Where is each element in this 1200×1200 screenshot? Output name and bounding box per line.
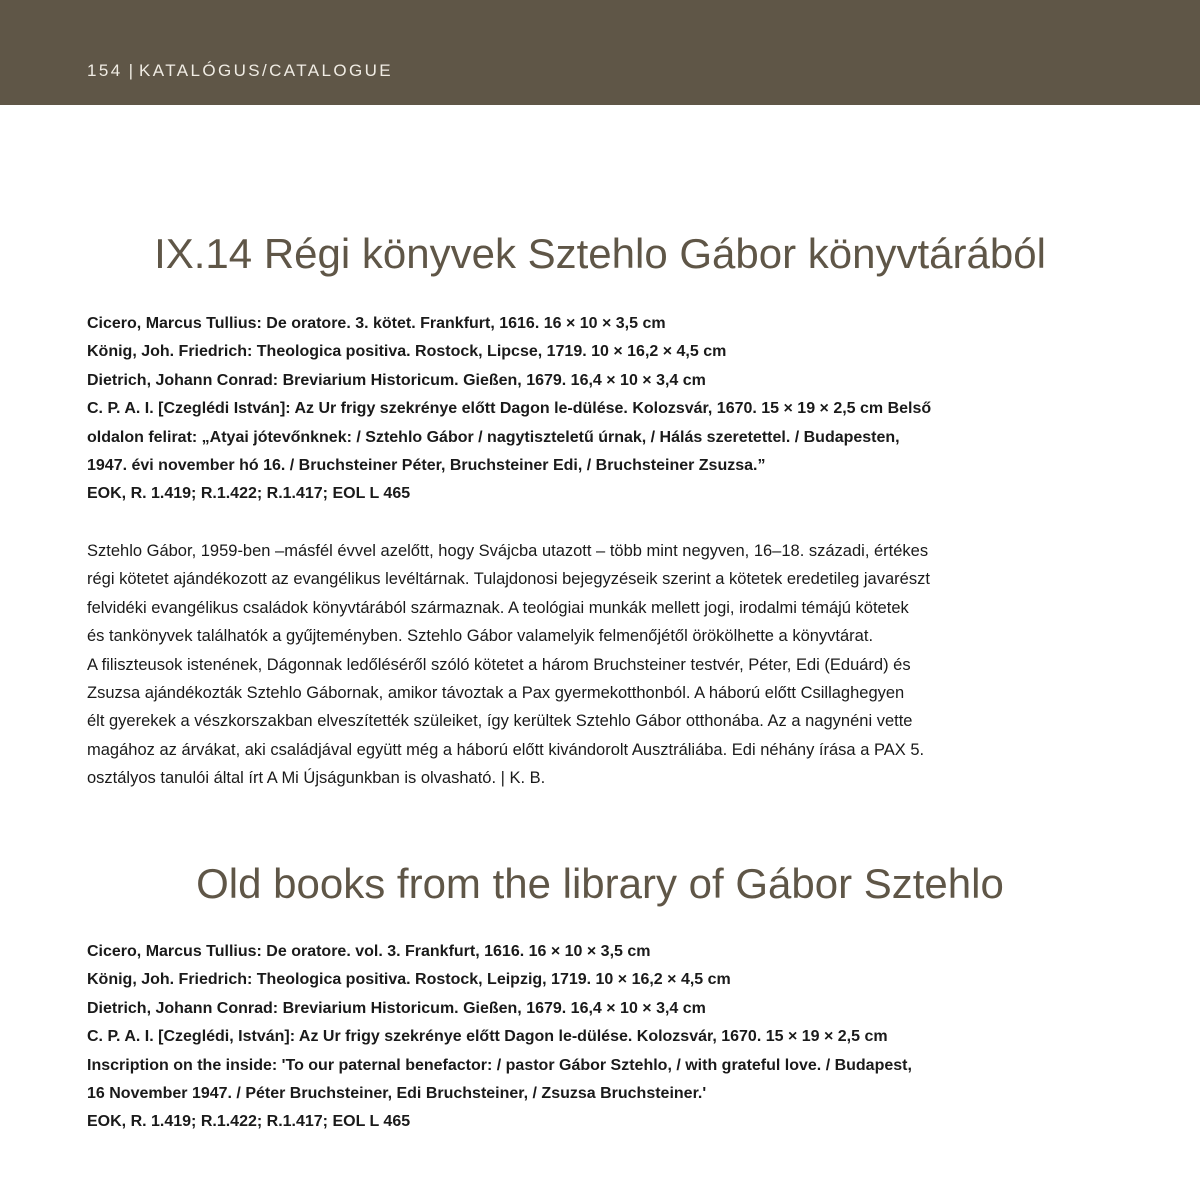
text-line: Zsuzsa ajándékozták Sztehlo Gábornak, amikor távoztak a Pax gyermekotthonból. A háború előtt Csillaghegyen xyxy=(87,683,905,702)
running-header xyxy=(87,61,393,81)
text-line: EOK, R. 1.419; R.1.422; R.1.417; EOL L 465 xyxy=(87,1113,411,1131)
text-line: Inscription on the inside: 'To our paternal benefactor: / pastor Gábor Sztehlo, / with grateful love. / Budapest, xyxy=(87,1056,912,1074)
text-line: Dietrich, Johann Conrad: Breviarium Historicum. Gießen, 1679. 16,4 × 10 × 3,4 cm xyxy=(87,999,706,1017)
text-line: Dietrich, Johann Conrad: Breviarium Historicum. Gießen, 1679. 16,4 × 10 × 3,4 cm xyxy=(87,371,706,389)
page-number: 154 xyxy=(87,61,123,80)
text-line: felvidéki evangélikus családok könyvtárából származnak. A teológiai munkák mellett jogi, irodalmi témájú kötetek xyxy=(87,598,909,617)
text-line: König, Joh. Friedrich: Theologica positiva. Rostock, Lipcse, 1719. 10 × 16,2 × 4,5 cm xyxy=(87,343,727,361)
text-line: König, Joh. Friedrich: Theologica positiva. Rostock, Leipzig, 1719. 10 × 16,2 × 4,5 cm xyxy=(87,971,731,989)
text-line: osztályos tanulói által írt A Mi Újságunkban is olvasható. | K. B. xyxy=(87,769,546,788)
text-line: és tankönyvek találhatók a gyűjteményben. Sztehlo Gábor valamelyik felmenőjétől örökölhette a könyvtárat. xyxy=(87,627,874,646)
text-line: Cicero, Marcus Tullius: De oratore. 3. kötet. Frankfurt, 1616. 16 × 10 × 3,5 cm xyxy=(87,315,666,332)
text-line: 16 November 1947. / Péter Bruchsteiner, Edi Bruchsteiner, / Zsuzsa Bruchsteiner.' xyxy=(87,1084,707,1102)
text-line: élt gyerekek a vészkorszakban elveszítették szüleiket, így kerültek Sztehlo Gábor otthonába. Az a nagynéni vette xyxy=(87,712,913,731)
text-line: magához az árvákat, aki családjával együtt még a háború előtt kivándorolt Ausztráliába. Edi néhány írása a PAX 5. xyxy=(87,740,925,759)
hu-catalog-entries xyxy=(87,310,1117,509)
section-title: KATALÓGUS/CATALOGUE xyxy=(139,61,394,80)
text-line: Cicero, Marcus Tullius: De oratore. vol. 3. Frankfurt, 1616. 16 × 10 × 3,5 cm xyxy=(87,943,651,960)
text-line: régi kötetet ajándékozott az evangélikus levéltárnak. Tulajdonosi bejegyzéseik szerint a kötetek eredetileg javarészt xyxy=(87,570,930,589)
text-line: EOK, R. 1.419; R.1.422; R.1.417; EOL L 465 xyxy=(87,485,411,503)
text-line: Sztehlo Gábor, 1959-ben –másfél évvel azelőtt, hogy Svájcba utazott – több mint negyven, 16–18. századi, értékes xyxy=(87,542,929,560)
text-line: 1947. évi november hó 16. / Bruchsteiner Péter, Bruchsteiner Edi, / Bruchsteiner Zsuzsa.” xyxy=(87,456,766,474)
separator: | xyxy=(128,61,133,80)
text-line: A filiszteusok istenének, Dágonnak ledőléséről szóló kötetet a három Bruchsteiner testvér, Péter, Edi (Eduárd) és xyxy=(87,655,911,674)
en-title: Old books from the library of Gábor Sztehlo xyxy=(196,860,1004,907)
hu-description xyxy=(87,537,1117,793)
text-line: C. P. A. I. [Czeglédi, István]: Az Ur frigy szekrénye előtt Dagon le-dülése. Kolozsvár, 1670. 15 × 19 × 2,5 cm xyxy=(87,1028,888,1046)
header-bar xyxy=(0,0,1200,105)
text-line: C. P. A. I. [Czeglédi István]: Az Ur frigy szekrénye előtt Dagon le-dülése. Kolozsvár, 1670. 15 × 19 × 2,5 cm Belső xyxy=(87,400,932,418)
en-catalog-entries xyxy=(87,938,1117,1137)
hu-title: IX.14 Régi könyvek Sztehlo Gábor könyvtárából xyxy=(154,230,1046,277)
text-line: oldalon felirat: „Atyai jótevőnknek: / Sztehlo Gábor / nagytiszteletű úrnak, / Hálás szeretettel. / Budapesten, xyxy=(87,428,900,446)
